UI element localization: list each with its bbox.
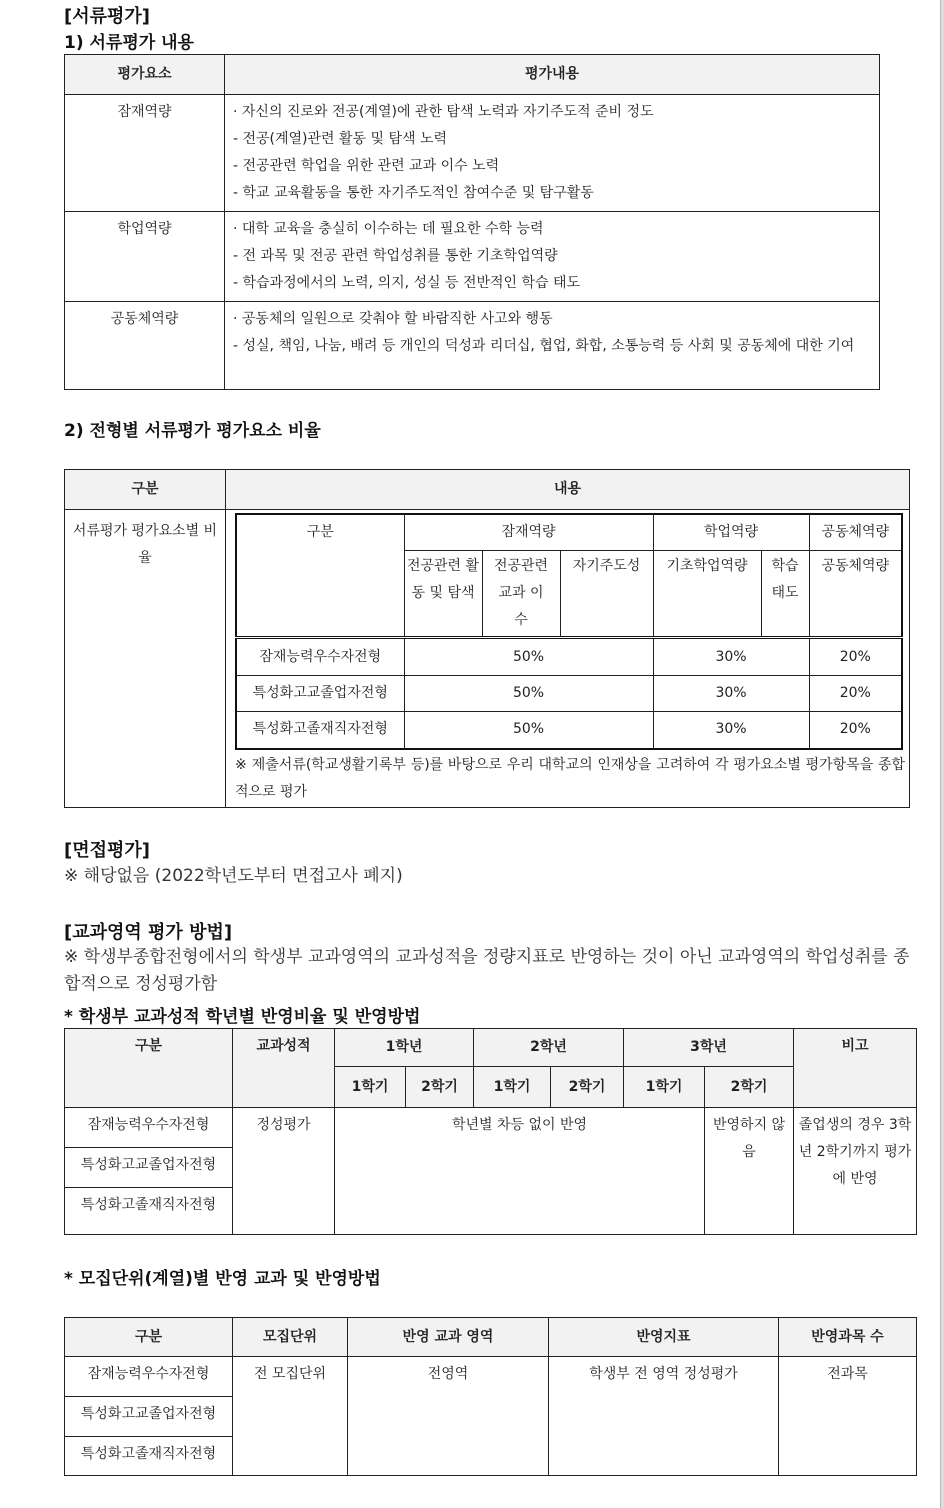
type-cell: 잠재능력우수자전형: [236, 638, 404, 676]
evaluation-content-table: [64, 54, 880, 390]
table-row: [65, 1108, 917, 1148]
header-year2: 2학년: [474, 1029, 624, 1067]
header-content: 평가내용: [225, 55, 880, 95]
sub-header: 공동체역량: [809, 551, 902, 638]
value-cell: 20%: [809, 638, 902, 676]
term-header: 1학기: [624, 1067, 705, 1108]
content-line: · 대학 교육을 충실히 이수하는 데 필요한 수학 능력: [233, 221, 544, 237]
header-gubun: 구분: [65, 1318, 233, 1357]
unit-subject-table: [64, 1317, 917, 1476]
value-cell: 30%: [653, 638, 809, 676]
type-cell: 특성화고졸재직자전형: [236, 712, 404, 749]
value-cell: 20%: [809, 712, 902, 749]
count-cell: 전과목: [779, 1357, 917, 1476]
content-line: - 전공(계열)관련 활동 및 탐색 노력: [233, 131, 448, 147]
term-header: 2학기: [406, 1067, 474, 1108]
term-header: 1학기: [335, 1067, 406, 1108]
sub-header: 자기주도성: [560, 551, 653, 638]
value-cell: 30%: [653, 712, 809, 749]
type-cell: 특성화고졸재직자전형: [65, 1437, 233, 1476]
table-row: [236, 676, 902, 712]
row-label: 서류평가 평가요소별 비율: [65, 510, 226, 808]
term-header: 2학기: [705, 1067, 794, 1108]
content-line: - 전 과목 및 전공 관련 학업성취를 통한 기초학업역량: [233, 248, 558, 264]
table-row: [236, 712, 902, 749]
group-header: 잠재역량: [404, 514, 653, 551]
unit-subject-title: * 모집단위(계열)별 반영 교과 및 반영방법: [64, 1269, 381, 1289]
content-line: - 학습과정에서의 노력, 의지, 성실 등 전반적인 학습 태도: [233, 275, 581, 291]
remark-cell: 졸업생의 경우 3학년 2학기까지 평가에 반영: [794, 1108, 917, 1235]
table-row: [65, 212, 880, 302]
table-row: [236, 638, 902, 676]
content-cell: [225, 302, 880, 390]
content-line: - 성실, 책임, 나눔, 배려 등 개인의 덕성과 리더십, 협업, 화합, 소통능력 등 사회 및 공동체에 대한 기여: [233, 338, 855, 354]
area-cell: 전영역: [348, 1357, 549, 1476]
content-line: · 공동체의 일원으로 갖춰야 할 바람직한 사고와 행동: [233, 311, 553, 327]
header-count: 반영과목 수: [779, 1318, 917, 1357]
content-line: · 자신의 진로와 전공(계열)에 관한 탐색 노력과 자기주도적 준비 정도: [233, 104, 654, 120]
header-factor: 평가요소: [65, 55, 225, 95]
header-indicator: 반영지표: [549, 1318, 779, 1357]
factor-cell: 공동체역량: [65, 302, 225, 390]
term-header: 1학기: [474, 1067, 551, 1108]
unit-cell: 전 모집단위: [233, 1357, 348, 1476]
factor-cell: 잠재역량: [65, 95, 225, 212]
subsection-title-2: 2) 전형별 서류평가 평가요소 비율: [64, 421, 321, 441]
grade-ratio-table: [64, 1028, 917, 1235]
subject-note: ※ 학생부종합전형에서의 학생부 교과영역의 교과성적을 정량지표로 반영하는 것이 아닌 교과영역의 학업성취를 종합적으로 정성평가함: [64, 947, 910, 994]
type-cell: 특성화고교졸업자전형: [65, 1397, 233, 1437]
inner-header-gubun: 구분: [236, 514, 404, 638]
sub-header: 전공관련 활동 및 탐색: [404, 551, 482, 638]
type-cell: 특성화고교졸업자전형: [65, 1148, 233, 1188]
table-row: [65, 95, 880, 212]
section-title-doc-review: [서류평가]: [64, 6, 151, 27]
content-line: - 전공관련 학업을 위한 관련 교과 이수 노력: [233, 158, 500, 174]
value-cell: 50%: [404, 712, 653, 749]
grade-cell: 정성평가: [233, 1108, 335, 1235]
table-row: [65, 1357, 917, 1397]
indicator-cell: 학생부 전 영역 정성평가: [549, 1357, 779, 1476]
section-title-interview: [면접평가]: [64, 840, 151, 861]
value-cell: 20%: [809, 676, 902, 712]
value-cell: 50%: [404, 638, 653, 676]
header-remark: 비고: [794, 1029, 917, 1108]
group-header: 공동체역량: [809, 514, 902, 551]
type-cell: 잠재능력우수자전형: [65, 1108, 233, 1148]
header-content: 내용: [226, 470, 910, 510]
header-year3: 3학년: [624, 1029, 794, 1067]
value-cell: 50%: [404, 676, 653, 712]
ratio-inner-table: [235, 513, 903, 750]
scrollbar[interactable]: [940, 0, 944, 1508]
content-cell: [225, 212, 880, 302]
interview-note: ※ 해당없음 (2022학년도부터 면접고사 폐지): [64, 866, 403, 886]
grade-ratio-title: * 학생부 교과성적 학년별 반영비율 및 반영방법: [64, 1007, 421, 1027]
type-cell: 특성화고교졸업자전형: [236, 676, 404, 712]
header-unit: 모집단위: [233, 1318, 348, 1357]
type-cell: 특성화고졸재직자전형: [65, 1188, 233, 1235]
sub-header: 학습 태도: [761, 551, 809, 638]
sub-header: 전공관련 교과 이수: [482, 551, 560, 638]
ratio-table: [64, 469, 910, 808]
group-header: 학업역량: [653, 514, 809, 551]
header-grade: 교과성적: [233, 1029, 335, 1108]
reflect-cell: 학년별 차등 없이 반영: [335, 1108, 705, 1235]
content-line: - 학교 교육활동을 통한 자기주도적인 참여수준 및 탐구활동: [233, 185, 594, 201]
ratio-content-cell: [226, 510, 910, 808]
header-gubun: 구분: [65, 1029, 233, 1108]
term-header: 2학기: [551, 1067, 624, 1108]
section-title-subject: [교과영역 평가 방법]: [64, 922, 233, 943]
ratio-note: ※ 제출서류(학교생활기록부 등)를 바탕으로 우리 대학교의 인재상을 고려하여 각 평가요소별 평가항목을 종합적으로 평가: [235, 757, 905, 800]
header-year1: 1학년: [335, 1029, 474, 1067]
value-cell: 30%: [653, 676, 809, 712]
content-cell: [225, 95, 880, 212]
header-gubun: 구분: [65, 470, 226, 510]
factor-cell: 학업역량: [65, 212, 225, 302]
table-row: [65, 302, 880, 390]
sub-header: 기초학업역량: [653, 551, 761, 638]
subsection-title-1: 1) 서류평가 내용: [64, 33, 194, 53]
header-area: 반영 교과 영역: [348, 1318, 549, 1357]
not-reflect-cell: 반영하지 않음: [705, 1108, 794, 1235]
type-cell: 잠재능력우수자전형: [65, 1357, 233, 1397]
